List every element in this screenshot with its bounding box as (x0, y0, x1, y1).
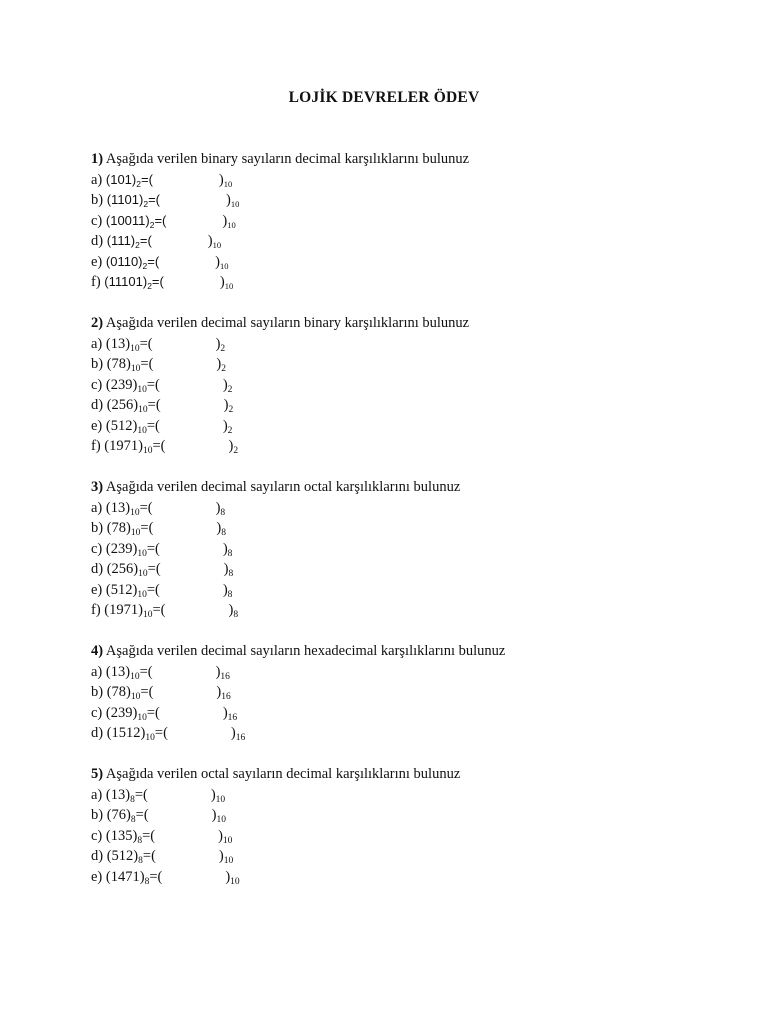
item-label: a) (91, 663, 103, 680)
close-paren: ) (218, 827, 223, 844)
base-subscript: 10 (137, 548, 147, 559)
close-paren: ) (215, 499, 221, 516)
equals-open: =( (152, 602, 166, 618)
answer-close (220, 274, 233, 290)
question-number: 2) (91, 315, 104, 331)
number-value: (13) (105, 499, 131, 516)
answer-close (216, 520, 226, 536)
number-value: (11101) (104, 274, 148, 289)
number-value: (1512) (106, 725, 146, 741)
item-label: b) (91, 356, 104, 372)
exercise-item (91, 395, 731, 416)
equals-open: =( (149, 868, 163, 885)
exercise-item (91, 703, 731, 724)
number-expression (106, 336, 153, 352)
number-expression (106, 828, 155, 844)
equals-open: =( (152, 438, 166, 454)
number-expression (106, 377, 160, 393)
close-paren: ) (228, 602, 234, 618)
item-label: a) (91, 335, 103, 352)
base-subscript: 10 (130, 692, 141, 702)
question-number: 4) (91, 643, 104, 659)
answer-close (224, 397, 234, 413)
equals-open: =( (142, 848, 156, 864)
exercise-item (91, 375, 731, 396)
equals-open: =( (142, 827, 156, 844)
item-label: c) (91, 376, 103, 393)
item-label: f) (91, 274, 101, 290)
close-paren: ) (218, 171, 224, 188)
item-label: d) (91, 397, 104, 413)
answer-close (211, 787, 225, 803)
close-paren: ) (215, 253, 221, 270)
close-paren: ) (222, 540, 228, 557)
base-subscript: 10 (130, 671, 140, 682)
answer-close (231, 725, 245, 741)
close-paren: ) (222, 417, 228, 434)
exercise-item (91, 580, 731, 601)
answer-close (212, 807, 226, 823)
item-label: a) (91, 499, 103, 516)
base-subscript: 10 (145, 733, 155, 743)
number-expression (106, 254, 159, 269)
question-number: 5) (91, 766, 104, 782)
target-base-subscript: 10 (223, 178, 233, 189)
target-base-subscript: 16 (221, 692, 231, 702)
answer-close (223, 705, 237, 721)
target-base-subscript: 10 (212, 240, 222, 250)
number-expression (106, 418, 160, 434)
answer-close (216, 684, 230, 700)
item-label: e) (91, 253, 103, 270)
exercise-list (91, 149, 731, 908)
answer-close (228, 602, 238, 618)
number-value: (111) (106, 233, 136, 248)
target-base-subscript: 8 (227, 589, 233, 600)
page-title: LOJİK DEVRELER ÖDEV (288, 89, 480, 106)
item-label: a) (91, 171, 103, 188)
item-label: b) (91, 192, 104, 208)
target-base-subscript: 10 (220, 260, 229, 271)
number-expression (107, 520, 154, 536)
equals-open: =( (139, 499, 153, 516)
equals-open: =( (139, 335, 153, 352)
base-subscript: 2 (135, 240, 140, 250)
target-base-subscript: 16 (227, 712, 238, 723)
base-subscript: 10 (130, 507, 140, 518)
item-label: d) (91, 725, 104, 741)
equals-open: =( (146, 540, 160, 557)
equals-open: =( (148, 192, 160, 207)
number-value: (512) (105, 581, 138, 598)
close-paren: ) (216, 520, 222, 536)
target-base-subscript: 8 (233, 610, 239, 620)
exercise-item (91, 559, 731, 580)
target-base-subscript: 8 (228, 569, 234, 579)
base-subscript: 10 (130, 528, 141, 538)
question-text (91, 764, 731, 785)
number-expression (107, 233, 152, 248)
item-label: a) (91, 786, 103, 803)
number-value: (239) (105, 704, 138, 721)
close-paren: ) (215, 663, 221, 680)
base-subscript: 8 (137, 835, 143, 846)
base-subscript: 2 (142, 260, 148, 271)
base-subscript: 10 (137, 589, 147, 600)
equals-open: =( (147, 253, 160, 269)
question-prompt: Aşağıda verilen decimal sayıların hexadecimal karşılıklarını bulunuz (103, 643, 506, 659)
exercise-item (91, 498, 731, 519)
exercise-item (91, 867, 731, 888)
answer-close (218, 828, 232, 844)
equals-open: =( (140, 684, 154, 700)
number-expression (106, 705, 160, 721)
number-expression (106, 664, 153, 680)
exercise-item (91, 600, 731, 621)
number-expression (107, 397, 161, 413)
exercise-item (91, 436, 731, 457)
close-paren: ) (222, 581, 228, 598)
question-number: 3) (91, 479, 104, 495)
answer-close (208, 233, 221, 249)
item-label: f) (91, 602, 101, 618)
equals-open: =( (139, 233, 152, 248)
base-subscript: 10 (138, 405, 148, 415)
number-expression (107, 356, 154, 372)
exercise-section (91, 477, 731, 621)
close-paren: ) (226, 192, 231, 208)
target-base-subscript: 8 (220, 507, 226, 518)
target-base-subscript: 10 (222, 835, 233, 846)
target-base-subscript: 10 (230, 876, 240, 887)
number-expression (104, 438, 165, 454)
base-subscript: 10 (137, 384, 147, 395)
number-value: (10011) (105, 212, 150, 228)
close-paren: ) (219, 274, 225, 290)
number-expression (106, 500, 153, 516)
equals-open: =( (140, 171, 153, 187)
exercise-item (91, 190, 731, 211)
answer-close (225, 869, 239, 885)
answer-close (219, 172, 232, 188)
number-value: (13) (105, 335, 131, 352)
exercise-item (91, 272, 731, 293)
target-base-subscript: 2 (233, 446, 239, 456)
number-expression (107, 192, 160, 207)
item-label: d) (91, 233, 104, 249)
exercise-item (91, 170, 731, 191)
exercise-item (91, 826, 731, 847)
target-base-subscript: 16 (235, 733, 246, 743)
item-label: b) (91, 807, 104, 823)
base-subscript: 10 (130, 364, 141, 374)
equals-open: =( (147, 561, 161, 577)
equals-open: =( (140, 356, 154, 372)
question-prompt: Aşağıda verilen decimal sayıların octal karşılıklarını bulunuz (103, 479, 461, 495)
target-base-subscript: 2 (220, 343, 226, 354)
close-paren: ) (216, 356, 222, 372)
base-subscript: 2 (143, 199, 149, 209)
equals-open: =( (134, 786, 148, 803)
close-paren: ) (207, 233, 213, 249)
target-base-subscript: 10 (227, 219, 236, 230)
equals-open: =( (154, 725, 168, 741)
base-subscript: 2 (136, 178, 141, 189)
number-expression (104, 274, 164, 289)
number-expression (106, 787, 148, 803)
number-value: (78) (106, 520, 131, 536)
base-subscript: 10 (130, 343, 140, 354)
close-paren: ) (218, 848, 224, 864)
question-text (91, 641, 731, 662)
base-subscript: 8 (130, 794, 135, 805)
exercise-item (91, 231, 731, 252)
question-text (91, 313, 731, 334)
base-subscript: 10 (142, 610, 153, 620)
target-base-subscript: 8 (227, 548, 233, 559)
exercise-item (91, 805, 731, 826)
target-base-subscript: 10 (215, 794, 226, 805)
target-base-subscript: 10 (224, 281, 234, 291)
number-value: (256) (106, 561, 139, 577)
target-base-subscript: 2 (227, 384, 233, 395)
base-subscript: 8 (130, 815, 136, 825)
answer-close (223, 418, 233, 434)
answer-close (216, 336, 226, 352)
answer-close (216, 664, 230, 680)
exercise-section (91, 764, 731, 887)
answer-close (219, 848, 233, 864)
answer-close (216, 500, 226, 516)
base-subscript: 10 (137, 425, 147, 436)
number-value: (1971) (104, 602, 143, 618)
target-base-subscript: 16 (220, 671, 230, 682)
question-text (91, 477, 731, 498)
item-label: c) (91, 704, 103, 721)
number-value: (1471) (105, 868, 145, 885)
item-label: c) (91, 540, 103, 557)
number-expression (106, 172, 153, 187)
exercise-item (91, 416, 731, 437)
number-value: (76) (106, 807, 131, 823)
equals-open: =( (135, 807, 149, 823)
number-value: (13) (105, 786, 131, 803)
answer-close (216, 356, 226, 372)
base-subscript: 8 (144, 876, 150, 887)
number-expression (107, 561, 161, 577)
close-paren: ) (215, 335, 221, 352)
base-subscript: 10 (138, 569, 148, 579)
base-subscript: 2 (149, 219, 155, 230)
close-paren: ) (228, 438, 234, 454)
answer-close (222, 213, 235, 229)
close-paren: ) (222, 704, 228, 721)
number-value: (78) (106, 684, 131, 700)
close-paren: ) (223, 397, 229, 413)
base-subscript: 2 (147, 281, 152, 291)
target-base-subscript: 2 (221, 364, 226, 374)
close-paren: ) (230, 725, 236, 741)
target-base-subscript: 8 (221, 528, 226, 538)
number-expression (106, 541, 160, 557)
number-value: (239) (105, 376, 138, 393)
equals-open: =( (139, 663, 153, 680)
exercise-item (91, 785, 731, 806)
number-expression (106, 869, 162, 885)
number-expression (107, 848, 156, 864)
equals-open: =( (146, 581, 160, 598)
exercise-item (91, 682, 731, 703)
base-subscript: 10 (142, 446, 153, 456)
item-label: b) (91, 684, 104, 700)
question-prompt: Aşağıda verilen octal sayıların decimal karşılıklarını bulunuz (103, 766, 461, 782)
equals-open: =( (140, 520, 154, 536)
number-value: (78) (106, 356, 131, 372)
item-label: e) (91, 581, 103, 598)
close-paren: ) (223, 561, 229, 577)
close-paren: ) (210, 786, 216, 803)
item-label: e) (91, 417, 103, 434)
item-label: e) (91, 868, 103, 885)
question-text (91, 149, 731, 170)
close-paren: ) (216, 684, 222, 700)
exercise-item (91, 539, 731, 560)
answer-close (223, 582, 233, 598)
number-value: (13) (105, 663, 131, 680)
answer-close (226, 192, 239, 208)
number-expression (107, 684, 154, 700)
exercise-item (91, 723, 731, 744)
number-value: (101) (105, 171, 137, 187)
answer-close (223, 541, 233, 557)
item-label: b) (91, 520, 104, 536)
item-label: d) (91, 561, 104, 577)
exercise-item (91, 211, 731, 232)
exercise-section (91, 313, 731, 457)
close-paren: ) (222, 376, 228, 393)
number-value: (1971) (104, 438, 143, 454)
equals-open: =( (151, 274, 164, 289)
number-value: (239) (105, 540, 138, 557)
item-label: f) (91, 438, 101, 454)
exercise-item (91, 662, 731, 683)
item-label: d) (91, 848, 104, 864)
target-base-subscript: 10 (223, 856, 234, 866)
number-value: (1101) (106, 192, 144, 207)
answer-close (224, 561, 234, 577)
item-label: c) (91, 827, 103, 844)
exercise-item (91, 334, 731, 355)
item-label: c) (91, 212, 103, 229)
exercise-section (91, 149, 731, 293)
base-subscript: 10 (137, 712, 147, 723)
number-value: (135) (105, 827, 138, 844)
close-paren: ) (225, 868, 231, 885)
number-expression (107, 807, 149, 823)
number-expression (107, 725, 168, 741)
target-base-subscript: 10 (216, 815, 226, 825)
exercise-section (91, 641, 731, 744)
equals-open: =( (154, 212, 167, 228)
close-paren: ) (211, 807, 217, 823)
exercise-item (91, 518, 731, 539)
number-expression (106, 213, 167, 228)
number-expression (104, 602, 165, 618)
question-prompt: Aşağıda verilen decimal sayıların binary karşılıklarını bulunuz (103, 315, 470, 331)
close-paren: ) (222, 212, 228, 229)
number-expression (106, 582, 160, 598)
answer-close (228, 438, 238, 454)
question-number: 1) (91, 151, 104, 167)
answer-close (215, 254, 228, 270)
question-prompt: Aşağıda verilen binary sayıların decimal karşılıklarını bulunuz (103, 151, 470, 167)
base-subscript: 8 (138, 856, 143, 866)
number-value: (512) (106, 848, 139, 864)
exercise-item (91, 252, 731, 273)
exercise-item (91, 846, 731, 867)
equals-open: =( (146, 417, 160, 434)
equals-open: =( (146, 376, 160, 393)
exercise-item (91, 354, 731, 375)
equals-open: =( (146, 704, 160, 721)
number-value: (512) (105, 417, 138, 434)
equals-open: =( (147, 397, 161, 413)
number-value: (0110) (105, 253, 143, 269)
target-base-subscript: 10 (230, 199, 240, 209)
answer-close (223, 377, 233, 393)
target-base-subscript: 2 (227, 425, 233, 436)
target-base-subscript: 2 (228, 405, 234, 415)
number-value: (256) (106, 397, 139, 413)
